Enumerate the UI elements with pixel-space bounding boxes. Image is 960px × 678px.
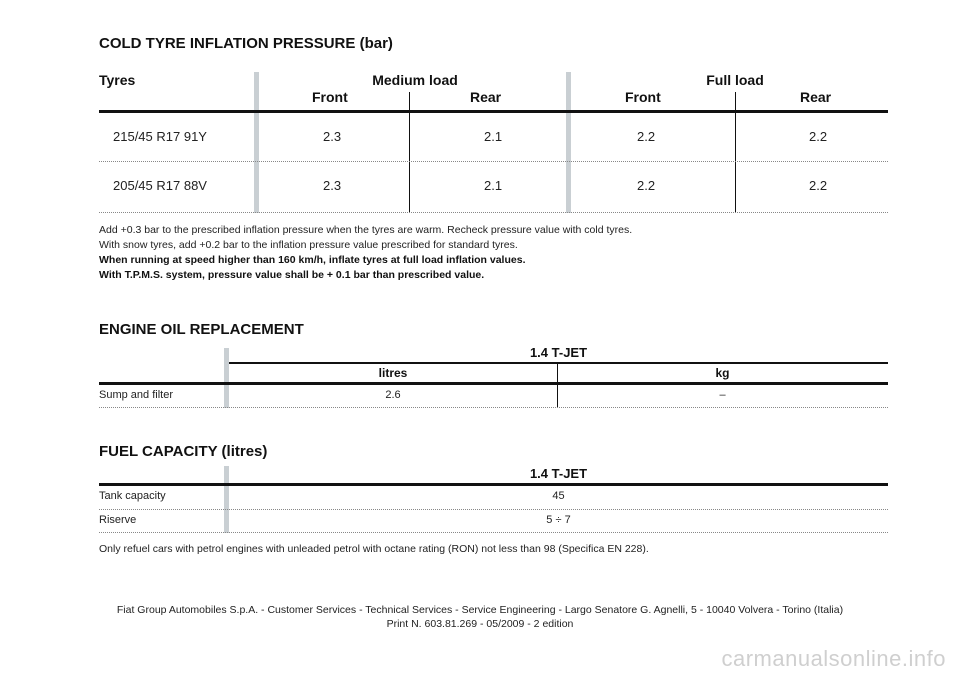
col-header-medium-rear: Rear <box>470 89 502 105</box>
fuel-section-title <box>99 443 267 460</box>
col-header-tyres: Tyres <box>99 72 136 88</box>
footer-address: Fiat Group Automobiles S.p.A. - Customer Services - Technical Services - Service Engineering - Largo Senatore G. Agnelli, 5 - 10040 Volvera - Torino (Italia) <box>116 604 844 616</box>
tyre-row-2-size: 205/45 R17 88V <box>113 178 207 193</box>
oil-engine-header: 1.4 T-JET <box>529 345 588 360</box>
fuel-row-1-value: 45 <box>552 490 565 502</box>
fuel-header-rule <box>99 483 888 486</box>
oil-col-divider <box>557 364 558 408</box>
col-header-medium-load: Medium load <box>372 72 458 88</box>
oil-header-rule <box>99 382 888 385</box>
fuel-title-unit: (litres) <box>221 443 268 460</box>
tyre-row-2-rule <box>99 212 888 213</box>
oil-row-label: Sump and filter <box>99 389 173 401</box>
tyre-title-text: COLD TYRE INFLATION PRESSURE <box>99 35 356 52</box>
oil-engine-rule <box>229 362 888 364</box>
tyre-note-tpms: With T.P.M.S. system, pressure value shall be + 0.1 bar than prescribed value. <box>99 269 485 281</box>
tyre-header-rule <box>99 110 888 113</box>
tyre-row-2-medium-rear: 2.1 <box>484 178 503 193</box>
tyre-row-1-full-front: 2.2 <box>637 129 656 144</box>
fuel-row-2-value: 5 ÷ 7 <box>546 514 571 526</box>
fuel-title-text: FUEL CAPACITY <box>99 443 218 460</box>
fuel-row-2-label: Riserve <box>99 514 137 526</box>
oil-col-kg: kg <box>715 366 730 380</box>
tyre-row-1-rule <box>99 161 888 162</box>
tyre-row-1-full-rear: 2.2 <box>809 129 828 144</box>
site-watermark: carmanualsonline.info <box>721 646 946 671</box>
tyre-row-2-medium-front: 2.3 <box>323 178 342 193</box>
col-header-full-rear: Rear <box>800 89 832 105</box>
oil-row-litres: 2.6 <box>385 389 401 401</box>
tyre-note-snow: With snow tyres, add +0.2 bar to the inflation pressure value prescribed for standard tyres. <box>99 239 518 251</box>
col-header-full-front: Front <box>625 89 661 105</box>
tyre-note-speed: When running at speed higher than 160 km/h, inflate tyres at full load inflation values. <box>99 254 526 266</box>
fuel-row-1-label: Tank capacity <box>99 490 166 502</box>
col-header-full-load: Full load <box>706 72 764 88</box>
tyre-row-1-medium-front: 2.3 <box>323 129 342 144</box>
oil-section-title: ENGINE OIL REPLACEMENT <box>99 321 304 338</box>
oil-row-kg: – <box>719 389 726 401</box>
tyre-section-title <box>99 35 393 52</box>
tyre-note-warm: Add +0.3 bar to the prescribed inflation pressure when the tyres are warm. Recheck pressure value with cold tyres. <box>99 224 633 236</box>
oil-col-litres: litres <box>378 366 408 380</box>
tyre-row-2-full-rear: 2.2 <box>809 178 828 193</box>
tyre-row-1-size: 215/45 R17 91Y <box>113 129 207 144</box>
fuel-row-2-rule <box>99 532 888 533</box>
tyre-grey-divider-2 <box>566 72 571 213</box>
tyre-row-1-medium-rear: 2.1 <box>484 129 503 144</box>
col-header-medium-front: Front <box>312 89 348 105</box>
tyre-title-unit: (bar) <box>359 35 393 52</box>
fuel-engine-header: 1.4 T-JET <box>529 466 588 481</box>
tyre-row-2-full-front: 2.2 <box>637 178 656 193</box>
tyre-grey-divider-1 <box>254 72 259 213</box>
fuel-row-1-rule <box>99 509 888 510</box>
oil-row-rule <box>99 407 888 408</box>
footer-print-number: Print N. 603.81.269 - 05/2009 - 2 edition <box>386 618 574 630</box>
fuel-note: Only refuel cars with petrol engines with unleaded petrol with octane rating (RON) not less than 98 (Specifica EN 228). <box>99 543 649 555</box>
